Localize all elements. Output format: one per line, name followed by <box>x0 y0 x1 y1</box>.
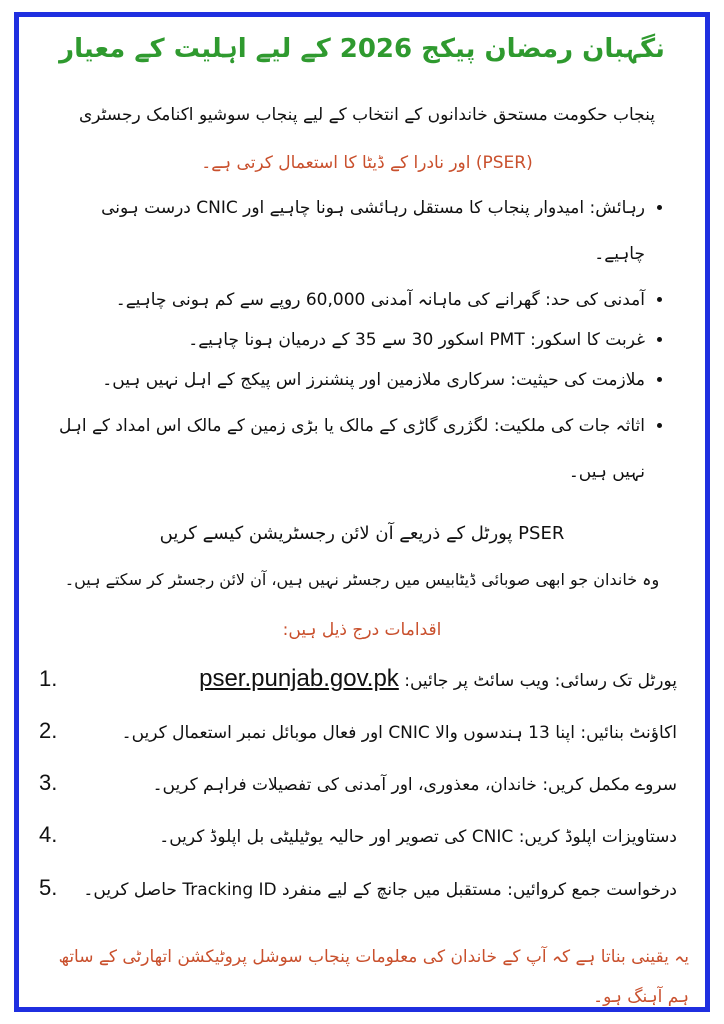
criteria-item-poverty-score: • غربت کا اسکور: PMT اسکور 30 سے 35 کے درمیان ہونا چاہیے۔ <box>59 323 645 357</box>
document-content <box>19 17 705 1007</box>
step-text: اکاؤنٹ بنائیں: اپنا 13 ہندسوں والا CNIC اور فعال موبائل نمبر استعمال کریں۔ <box>121 723 677 743</box>
intro-line: پنجاب حکومت مستحق خاندانوں کے انتخاب کے لیے پنجاب سوشیو اکنامک رجسٹری <box>78 105 656 125</box>
steps-heading: اقدامات درج ذیل ہیں: <box>282 620 442 640</box>
criteria-item-income: • آمدنی کی حد: گھرانے کی ماہانہ آمدنی 60,000 روپے سے کم ہونی چاہیے۔ <box>59 283 645 317</box>
criteria-item-assets: • اثاثہ جات کی ملکیت: لگژری گاڑی کے مالک یا بڑی زمین کے مالک اس امداد کے اہل نہیں ہیں۔ <box>59 403 645 495</box>
intro-highlight: (PSER) اور نادرا کے ڈیٹا کا استعمال کرتی ہے۔ <box>201 153 533 173</box>
closing-note: یہ یقینی بناتا ہے کہ آپ کے خاندان کی معلومات پنجاب سوشل پروٹیکشن اتھارٹی کے ساتھ ہم آہنگ ہو۔ <box>58 947 689 1007</box>
eligibility-criteria-list <box>59 185 675 501</box>
step-text: دستاویزات اپلوڈ کریں: CNIC کی تصویر اور حالیہ یوٹیلیٹی بل اپلوڈ کریں۔ <box>159 827 677 847</box>
step-item-survey <box>39 761 685 807</box>
step-item-submit-application <box>39 865 685 913</box>
criteria-item-employment: • ملازمت کی حیثیت: سرکاری ملازمین اور پنشنرز اس پیکج کے اہل نہیں ہیں۔ <box>59 363 645 397</box>
step-number: 2. <box>39 718 58 743</box>
step-item-portal-access <box>39 657 685 703</box>
step-number: 5. <box>39 875 58 900</box>
step-item-upload-documents <box>39 813 685 859</box>
intro-paragraph <box>49 91 685 187</box>
step-number: 1. <box>39 666 58 691</box>
portal-link[interactable]: pser.punjab.gov.pk <box>199 665 399 692</box>
document-frame <box>14 12 710 1012</box>
portal-heading: PSER پورٹل کے ذریعے آن لائن رجسٹریشن کیسے کریں <box>159 523 565 544</box>
step-text: درخواست جمع کروائیں: مستقبل میں جانچ کے لیے منفرد Tracking ID حاصل کریں۔ <box>83 880 677 900</box>
step-text <box>79 657 685 703</box>
portal-description: وہ خاندان جو ابھی صوبائی ڈیٹابیس میں رجسٹر نہیں ہیں، آن لائن رجسٹر کر سکتے ہیں۔ <box>64 570 660 589</box>
step-text: سروے مکمل کریں: خاندان، معذوری، اور آمدنی کی تفصیلات فراہم کریں۔ <box>152 775 677 795</box>
step-label: پورٹل تک رسائی: ویب سائٹ پر جائیں: <box>404 671 677 691</box>
page-title: نگہبان رمضان پیکج 2026 کے لیے اہلیت کے معیار <box>59 34 665 64</box>
step-item-create-account <box>39 709 685 755</box>
criteria-item-residence: • رہائش: امیدوار پنجاب کا مستقل رہائشی ہونا چاہیے اور CNIC درست ہونی چاہیے۔ <box>59 185 645 277</box>
step-number: 4. <box>39 822 58 847</box>
registration-steps-list <box>39 657 685 919</box>
step-number: 3. <box>39 770 58 795</box>
